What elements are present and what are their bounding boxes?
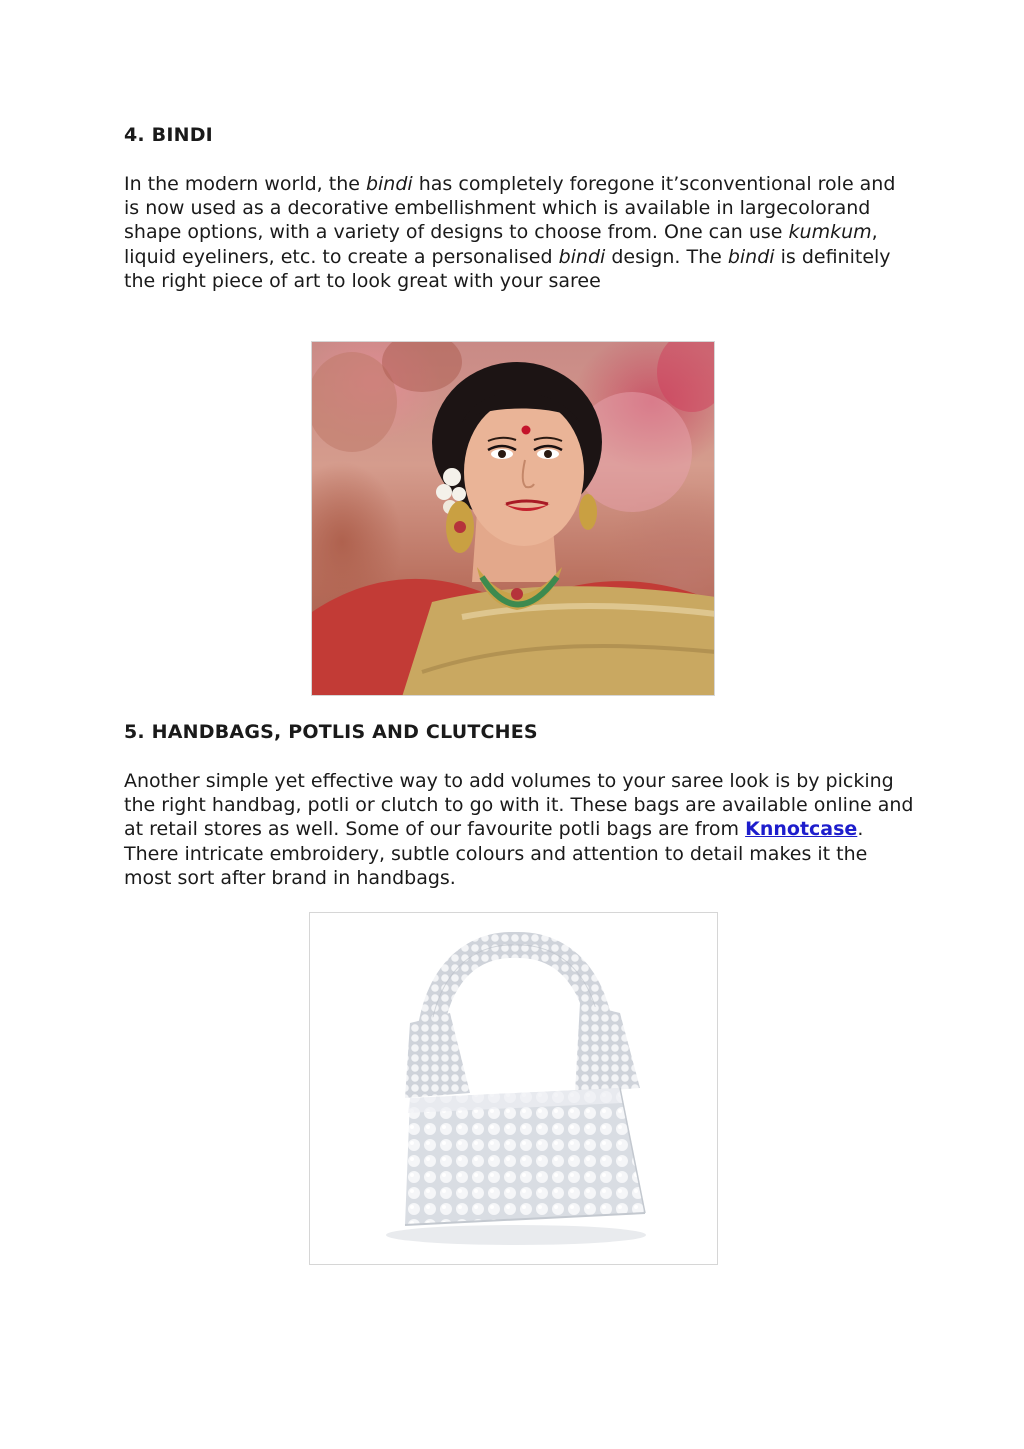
- text-run: , liquid eyeliners, etc. to create a personalised: [124, 221, 878, 268]
- text-run: has completely foregone it’sconventional role and is now used as a decorative embellishment which is available in largecolorand shape options, with a variety of designs to choose from. One can use: [124, 173, 896, 244]
- italic-term: bindi: [727, 245, 775, 268]
- handbag-illustration: [310, 913, 718, 1265]
- section-heading-bindi: 4. BINDI: [124, 124, 213, 146]
- bindi-dot: [522, 426, 531, 435]
- paragraph-bindi: [124, 172, 914, 293]
- italic-term: kumkum: [788, 221, 872, 244]
- portrait-photo: [311, 341, 715, 696]
- text-run: design. The: [605, 245, 728, 268]
- text-run: is definitely the right piece of art to look great with your saree: [124, 245, 891, 292]
- text-run: In the modern world, the: [124, 173, 366, 195]
- text-run: . There intricate embroidery, subtle colours and attention to detail makes it the most sort after brand in handbags.: [124, 818, 868, 889]
- section-heading-handbags: 5. HANDBAGS, POTLIS AND CLUTCHES: [124, 721, 538, 743]
- text-run: Another simple yet effective way to add volumes to your saree look is by picking the right handbag, potli or clutch to go with it. These bags are available online and at retail stores as well. Some of our favourite potli bags are from: [124, 770, 914, 841]
- handbag-photo: [309, 912, 718, 1265]
- italic-term: bindi: [365, 173, 413, 195]
- italic-term: bindi: [558, 245, 606, 268]
- knnotcase-link[interactable]: Knnotcase: [745, 818, 858, 841]
- portrait-illustration: [312, 342, 715, 696]
- paragraph-handbags: [124, 769, 914, 890]
